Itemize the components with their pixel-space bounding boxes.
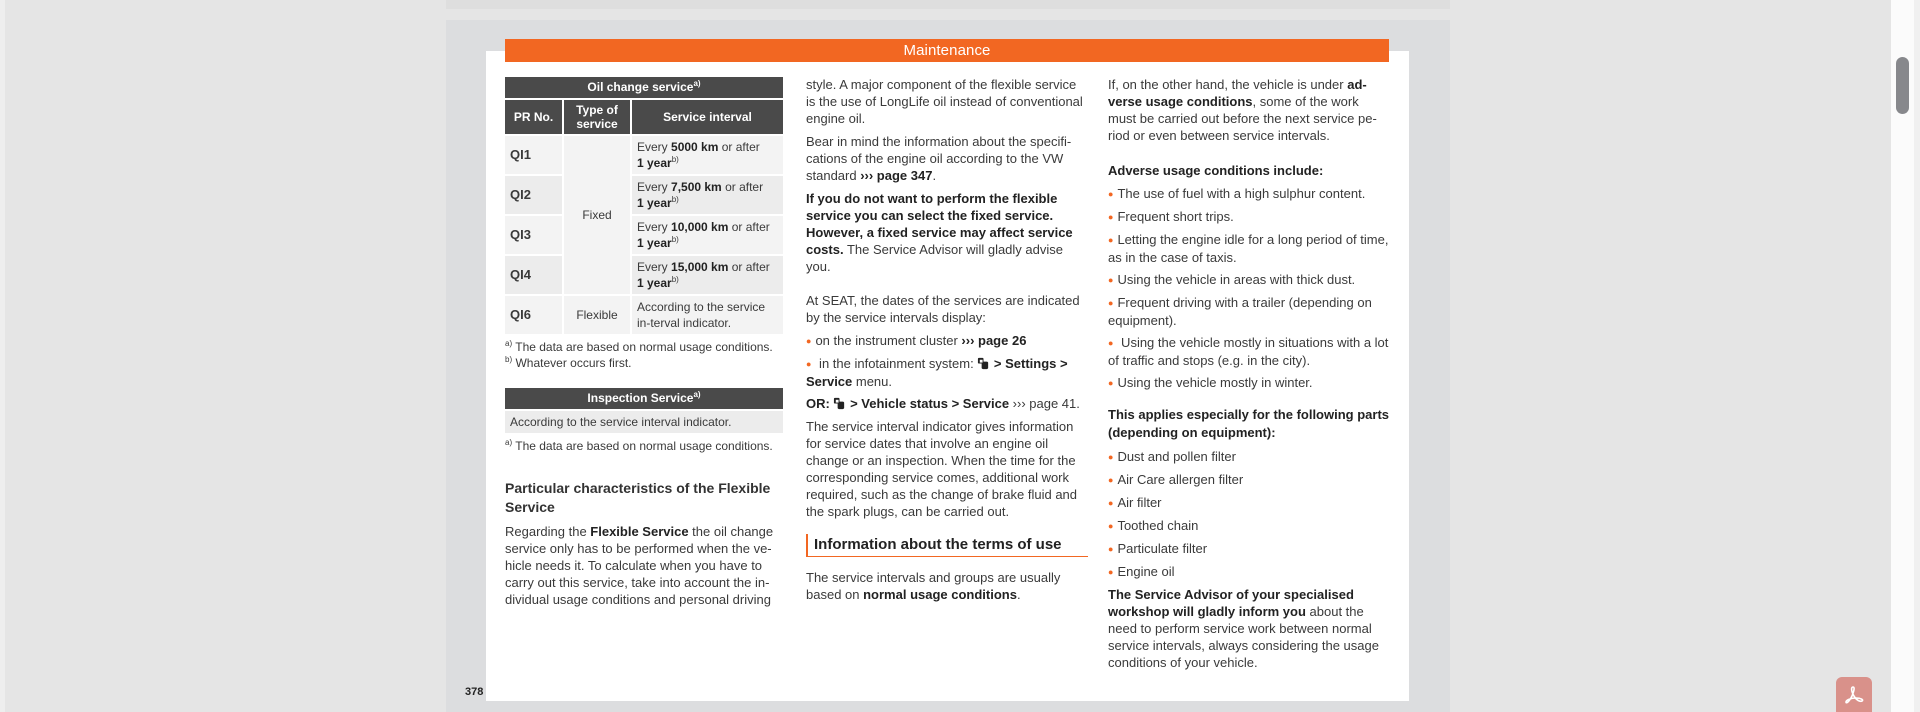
column-2 xyxy=(806,76,1088,609)
page-number: 378 xyxy=(465,686,484,698)
interval-cell: Every 5000 km or after 1 year$^{b)}$ xyxy=(632,136,783,174)
paragraph: The Service Advisor of your specialised workshop will gladly inform you about the need to perform service work between normal service intervals, always considering the usage conditions of your vehicle. xyxy=(1108,587,1379,670)
inspection-table-title: Inspection Service$^{a)}$ xyxy=(505,388,783,409)
viewer-left-edge xyxy=(0,0,5,712)
page-title: Maintenance xyxy=(505,39,1389,62)
interval-cell: According to the service in-terval indicator. xyxy=(632,296,783,334)
oil-change-table xyxy=(503,75,785,336)
previous-page-edge xyxy=(446,0,1450,9)
page-41-link[interactable]: ››› page 41 xyxy=(1012,396,1077,411)
page-347-link[interactable]: ››› page 347 xyxy=(860,168,933,183)
interval-cell: Every 15,000 km or after 1 year$^{b)}$ xyxy=(632,256,783,294)
header-type: Type of service xyxy=(564,100,630,134)
list-item: ● Particulate filter xyxy=(1108,540,1390,558)
type-cell: Flexible xyxy=(564,296,630,334)
paragraph: If, on the other hand, the vehicle is under ad-verse usage conditions, some of the work must be carried out before the next service pe-riod or even between service intervals. xyxy=(1108,77,1377,143)
page-26-link[interactable]: ››› page 26 xyxy=(961,333,1027,348)
adverse-heading: Adverse usage conditions include: xyxy=(1108,163,1324,178)
parts-heading: This applies especially for the following parts (depending on equipment): xyxy=(1108,407,1390,440)
adverse-list xyxy=(1108,185,1390,392)
table-row xyxy=(505,176,783,214)
pr-cell: QI3 xyxy=(505,216,562,254)
table-row xyxy=(505,136,783,174)
acrobat-icon xyxy=(1843,685,1865,705)
paragraph: Bear in mind the information about the specifi-cations of the engine oil according to the VW standard ››› page 347. xyxy=(806,134,1072,183)
oil-table-title: Oil change service$^{a)}$ xyxy=(505,77,783,98)
interval-cell: Every 10,000 km or after 1 year$^{b)}$ xyxy=(632,216,783,254)
list-item: ● The use of fuel with a high sulphur content. xyxy=(1108,185,1390,203)
footnote-a: $^{a)}$ The data are based on normal usage conditions. xyxy=(505,339,773,354)
infotainment-menu-icon xyxy=(833,397,846,410)
list-item: ● Frequent driving with a trailer (depending on equipment). xyxy=(1108,294,1390,329)
interval-cell: Every 7,500 km or after 1 year$^{b)}$ xyxy=(632,176,783,214)
scrollbar-thumb[interactable] xyxy=(1896,57,1909,114)
paragraph: The service interval indicator gives information for service dates that involve an engine oil change or an inspection. When the time for the corresponding service comes, additional work required, such as the change of brake fluid and the spark plugs, can be carried out. xyxy=(806,419,1078,519)
pr-cell: QI4 xyxy=(505,256,562,294)
header-interval: Service interval xyxy=(632,100,783,134)
list-item: ● Letting the engine idle for a long period of time, as in the case of taxis. xyxy=(1108,231,1390,266)
paragraph: At SEAT, the dates of the services are indicated by the service intervals display: xyxy=(806,293,1080,325)
scrollbar-rail xyxy=(1914,0,1920,712)
display-list xyxy=(806,332,1088,390)
column-1 xyxy=(505,75,785,614)
infotainment-menu-icon xyxy=(977,357,990,370)
footnote-b: $^{b)}$ Whatever occurs first. xyxy=(505,355,632,370)
list-item: ● Engine oil xyxy=(1108,563,1390,581)
list-item: ● Dust and pollen filter xyxy=(1108,448,1390,466)
list-item: ● Using the vehicle mostly in situations with a lot of traffic and stops (e.g. in the city). xyxy=(1108,334,1390,369)
flexible-heading: Particular characteristics of the Flexible Service xyxy=(505,480,771,515)
table-row: According to the service interval indicator. xyxy=(505,411,783,433)
table-row xyxy=(505,256,783,294)
parts-list xyxy=(1108,448,1390,581)
pr-cell: QI1 xyxy=(505,136,562,174)
list-item: ● on the instrument cluster ››› page 26 xyxy=(806,332,1088,350)
table-row xyxy=(505,216,783,254)
table-row xyxy=(505,296,783,334)
list-item: ● Air filter xyxy=(1108,494,1390,512)
list-item: ● in the infotainment system: > Settings > Service menu. xyxy=(806,355,1088,390)
list-item: ● Using the vehicle in areas with thick dust. xyxy=(1108,271,1390,289)
or-line: OR: > Vehicle status > Service ››› page 41. xyxy=(806,396,1080,411)
inspection-table xyxy=(503,386,785,435)
list-item: ● Frequent short trips. xyxy=(1108,208,1390,226)
list-item: ● Using the vehicle mostly in winter. xyxy=(1108,374,1390,392)
column-3 xyxy=(1108,76,1390,677)
pr-cell: QI6 xyxy=(505,296,562,334)
inspection-footnote: $^{a)}$ The data are based on normal usage conditions. xyxy=(505,438,773,453)
list-item: ● Toothed chain xyxy=(1108,517,1390,535)
pdf-button[interactable] xyxy=(1836,677,1872,712)
pr-cell: QI2 xyxy=(505,176,562,214)
footnotes xyxy=(505,339,785,371)
paragraph: The service intervals and groups are usually based on normal usage conditions. xyxy=(806,570,1061,602)
paragraph: style. A major component of the flexible service is the use of LongLife oil instead of conventional engine oil. xyxy=(806,77,1083,126)
terms-of-use-heading: Information about the terms of use xyxy=(806,534,1088,557)
flexible-paragraph: Regarding the Flexible Service the oil change service only has to be performed when the ve-hicle needs it. To calculate when you have to carry out this service, take into account the in-dividual usage conditions and personal driving xyxy=(505,524,774,607)
type-cell: Fixed xyxy=(564,136,630,294)
list-item: ● Air Care allergen filter xyxy=(1108,471,1390,489)
paragraph: If you do not want to perform the flexible service you can select the fixed service. However, a fixed service may affect service costs. The Service Advisor will gladly advise you. xyxy=(806,191,1073,274)
header-pr-no: PR No. xyxy=(505,100,562,134)
